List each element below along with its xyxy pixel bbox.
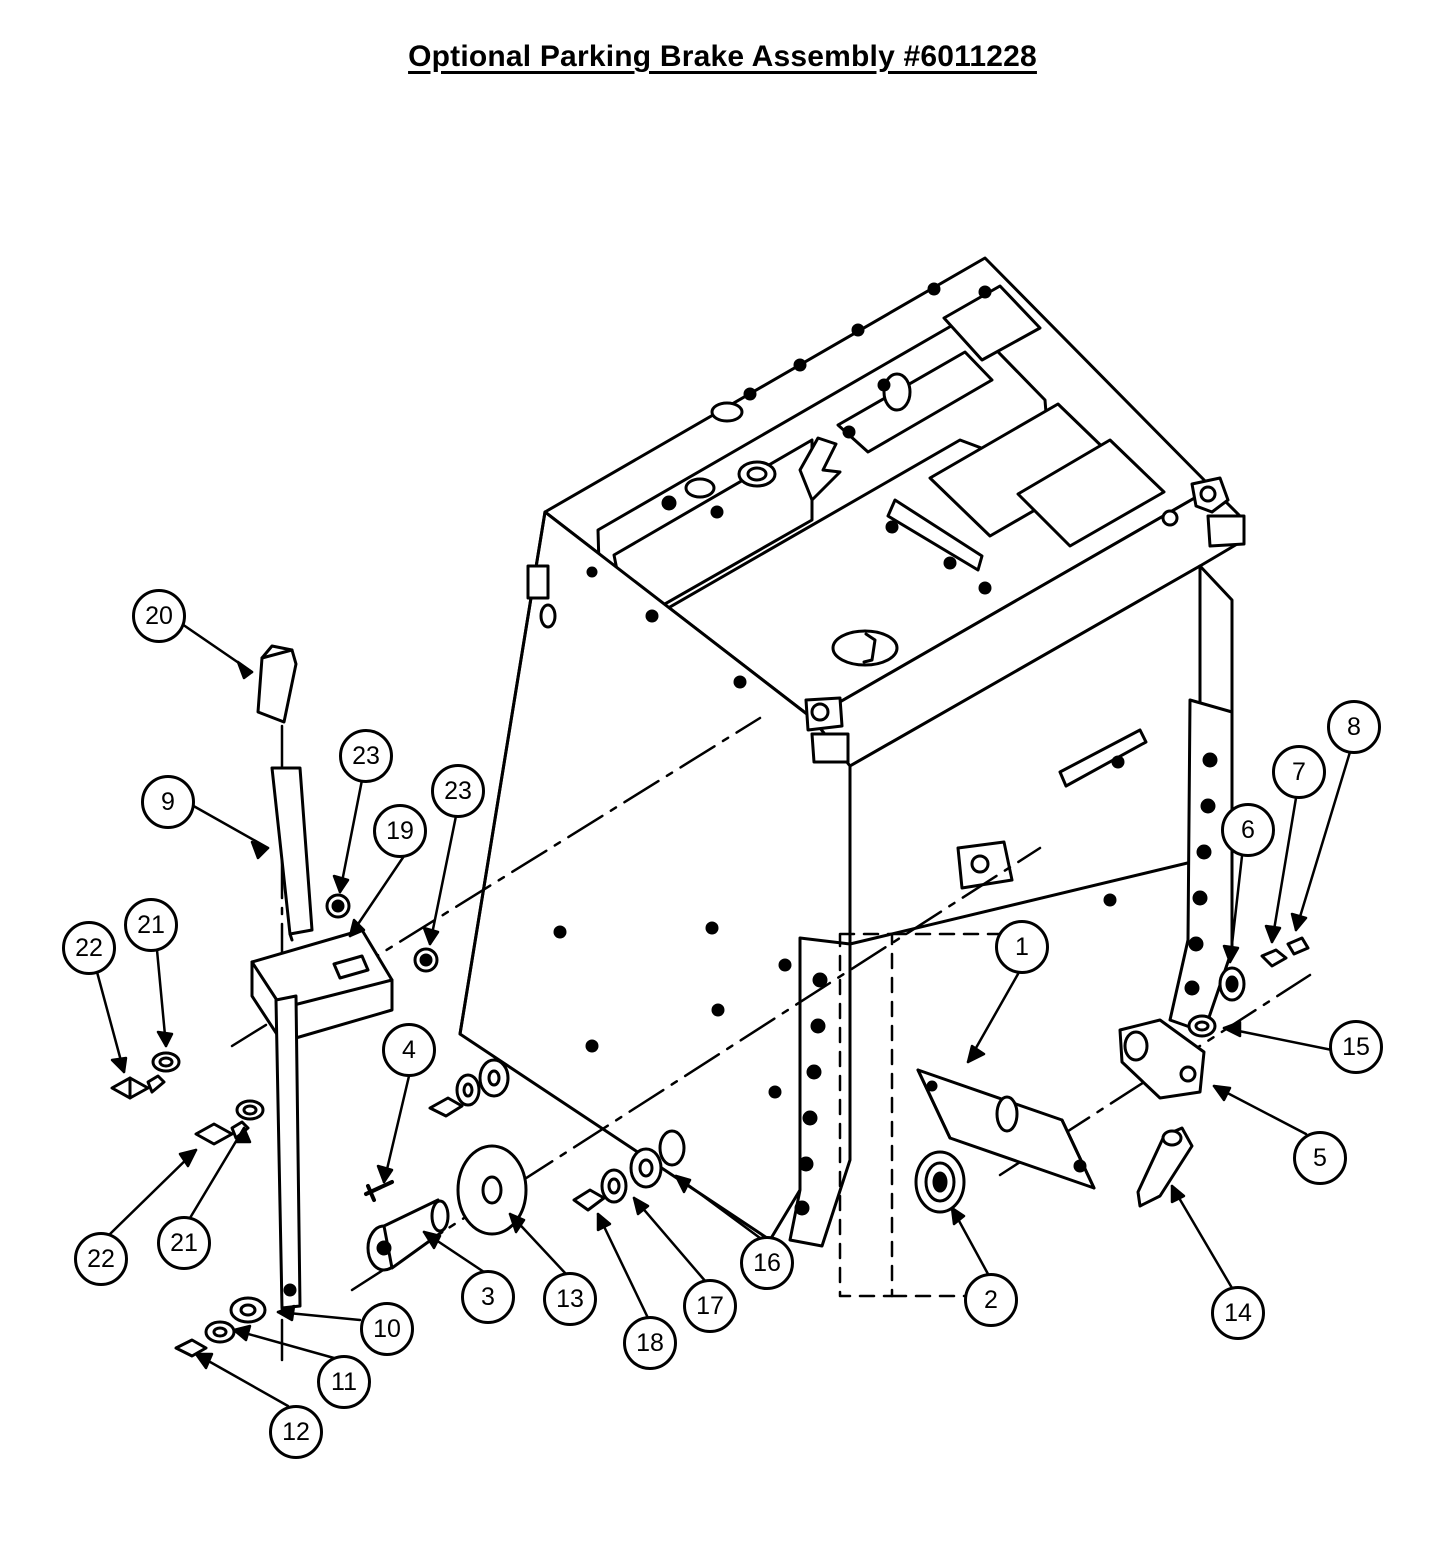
hardware-16-17-18 — [574, 1149, 661, 1210]
callout-9[interactable] — [141, 775, 195, 829]
callout-7[interactable] — [1272, 745, 1326, 799]
callout-22[interactable] — [62, 921, 116, 975]
callout-20[interactable] — [132, 589, 186, 643]
callout-23[interactable] — [339, 729, 393, 783]
callout-1[interactable] — [995, 920, 1049, 974]
hardware-bottom-stack — [176, 1298, 265, 1356]
callout-label: 23 — [352, 741, 380, 770]
callout-label: 1 — [1015, 932, 1029, 961]
callout-5[interactable] — [1293, 1131, 1347, 1185]
callout-16[interactable] — [740, 1236, 794, 1290]
callout-12[interactable] — [269, 1405, 323, 1459]
part-grip-handle — [258, 646, 296, 722]
callout-label: 22 — [75, 933, 103, 962]
callout-label: 23 — [444, 776, 472, 805]
callout-3[interactable] — [461, 1270, 515, 1324]
part-lever-housing — [252, 930, 392, 1042]
callout-19[interactable] — [373, 804, 427, 858]
callout-4[interactable] — [382, 1023, 436, 1077]
page-title: Optional Parking Brake Assembly #6011228 — [408, 40, 1037, 73]
part-brake-rod — [276, 996, 300, 1308]
callout-6[interactable] — [1221, 803, 1275, 857]
callout-label: 12 — [282, 1417, 310, 1446]
callout-label: 16 — [753, 1248, 781, 1277]
callout-8[interactable] — [1327, 700, 1381, 754]
callout-label: 14 — [1224, 1298, 1252, 1327]
callout-label: 7 — [1292, 757, 1306, 786]
callout-11[interactable] — [317, 1355, 371, 1409]
part-brake-lever — [272, 768, 312, 940]
callout-label: 5 — [1313, 1143, 1327, 1172]
callout-label: 3 — [481, 1282, 495, 1311]
callout-label: 17 — [696, 1291, 724, 1320]
callout-label: 19 — [386, 816, 414, 845]
callout-label: 8 — [1347, 712, 1361, 741]
callout-17[interactable] — [683, 1279, 737, 1333]
callout-13[interactable] — [543, 1272, 597, 1326]
part-bushing — [916, 1152, 964, 1212]
callout-18[interactable] — [623, 1316, 677, 1370]
callout-21[interactable] — [124, 898, 178, 952]
callout-label: 21 — [170, 1228, 198, 1257]
callout-label: 20 — [145, 601, 173, 630]
callout-label: 22 — [87, 1244, 115, 1273]
callout-label: 10 — [373, 1314, 401, 1343]
part-cotter-pin — [366, 1182, 392, 1200]
callout-22b[interactable] — [74, 1232, 128, 1286]
callout-label: 6 — [1241, 815, 1255, 844]
callout-label: 13 — [556, 1284, 584, 1313]
callout-21b[interactable] — [157, 1216, 211, 1270]
callout-2[interactable] — [964, 1273, 1018, 1327]
console-body — [460, 258, 1244, 1246]
callout-15[interactable] — [1329, 1020, 1383, 1074]
callout-label: 11 — [331, 1367, 357, 1396]
callout-label: 21 — [137, 910, 165, 939]
callout-10[interactable] — [360, 1302, 414, 1356]
hardware-bolt-lower — [196, 1101, 263, 1144]
callout-23b[interactable] — [431, 764, 485, 818]
hardware-plate-bolt — [430, 1060, 508, 1116]
callout-label: 18 — [636, 1328, 664, 1357]
callout-label: 15 — [1342, 1032, 1370, 1061]
callout-label: 4 — [402, 1035, 416, 1064]
callout-14[interactable] — [1211, 1286, 1265, 1340]
callout-label: 9 — [161, 787, 175, 816]
callout-label: 2 — [984, 1285, 998, 1314]
